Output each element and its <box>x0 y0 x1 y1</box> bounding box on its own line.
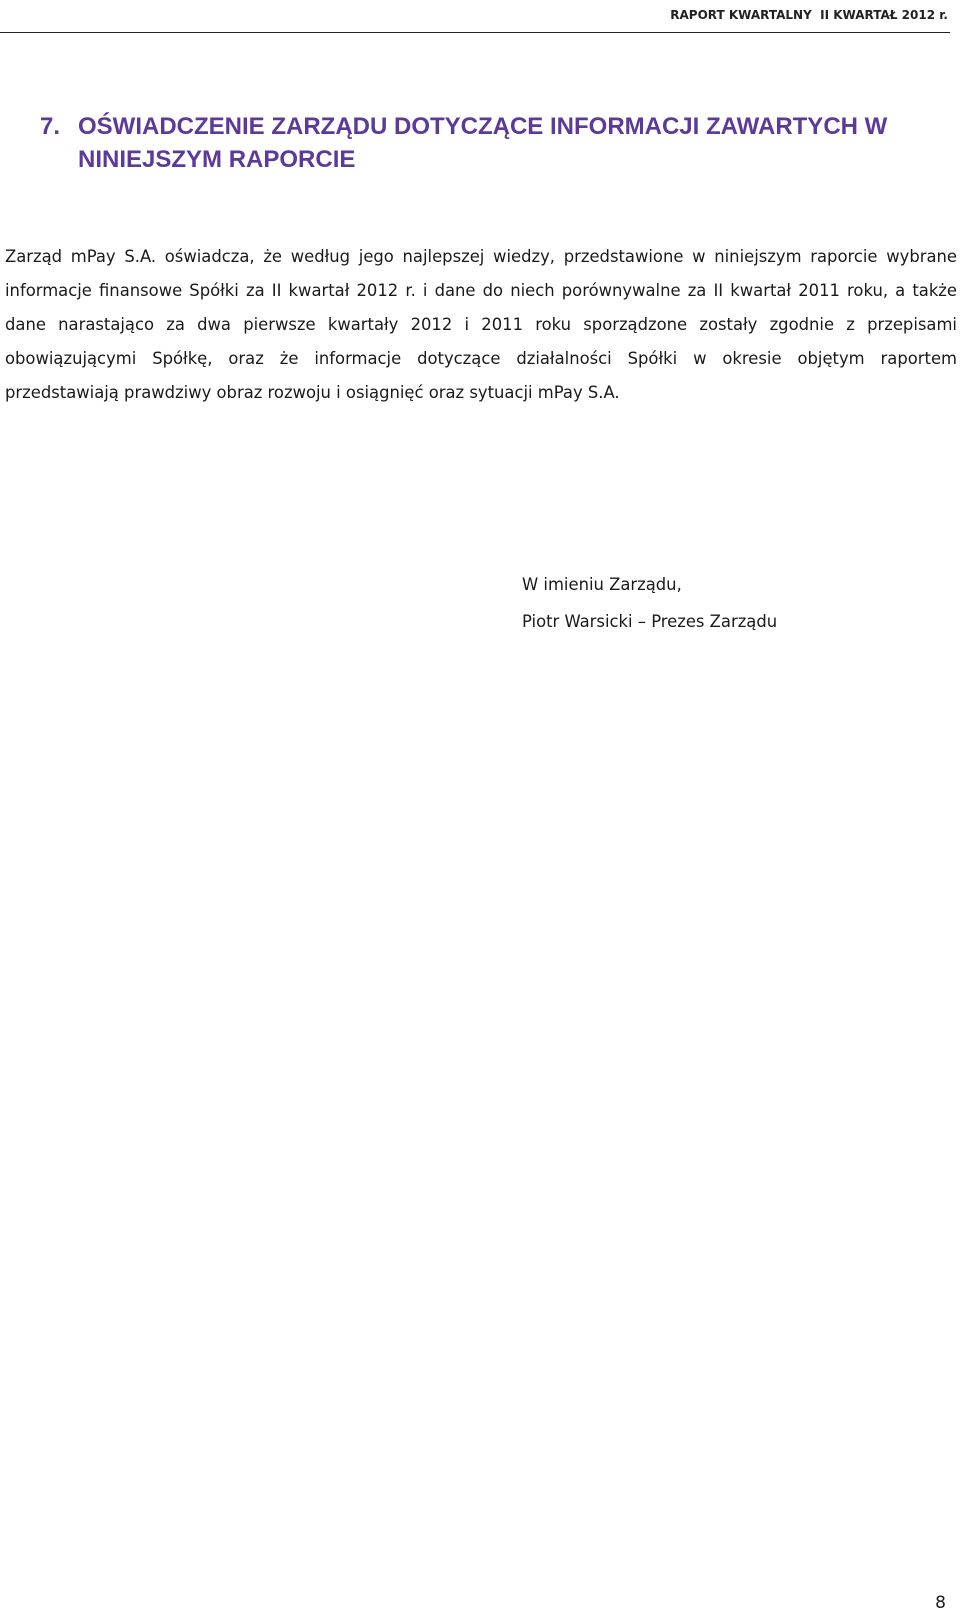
running-header: RAPORT KWARTALNY II KWARTAŁ 2012 r. <box>670 8 948 22</box>
signature-line-on-behalf: W imieniu Zarządu, <box>522 575 682 594</box>
statement-paragraph: Zarząd mPay S.A. oświadcza, że według jego najlepszej wiedzy, przedstawione w niniejszym raporcie wybrane informacje finansowe Spółki za II kwartał 2012 r. i dane do niech porównywalne za II kwartał 2011 roku, a także dane narastająco za dwa pierwsze kwartały 2012 i 2011 roku sporządzone zostały zgodnie z przepisami obowiązującymi Spółkę, oraz że informacje dotyczące działalności Spółki w okresie objętym raportem przedstawiają prawdziwy obraz rozwoju i osiągnięć oraz sytuacji mPay S.A. <box>5 247 957 402</box>
signature-block <box>522 566 777 640</box>
page-number: 8 <box>935 1593 946 1613</box>
section-title-line-2: NINIEJSZYM RAPORCIE <box>78 146 356 173</box>
section-number: 7. <box>40 113 61 140</box>
section-title-line-1: OŚWIADCZENIE ZARZĄDU DOTYCZĄCE INFORMACJI ZAWARTYCH W <box>78 113 888 140</box>
header-divider <box>0 32 950 33</box>
signature-line-name: Piotr Warsicki – Prezes Zarządu <box>522 612 778 631</box>
section-heading <box>40 110 940 176</box>
